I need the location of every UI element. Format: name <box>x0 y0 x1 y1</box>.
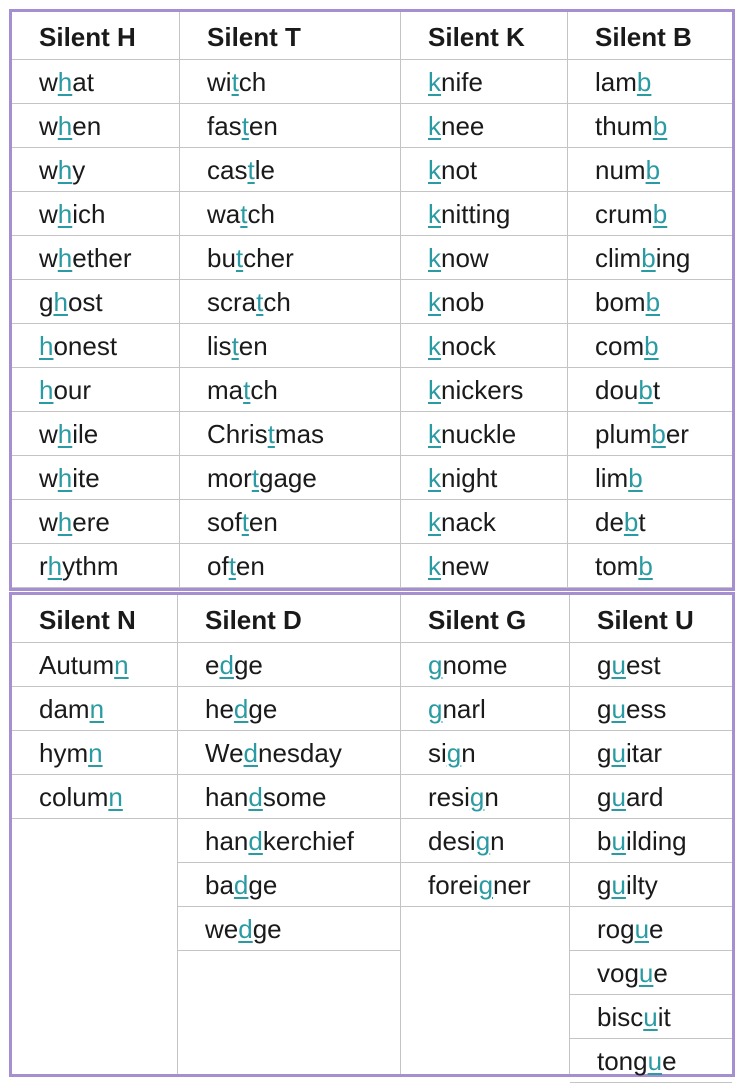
silent-letters-table-bottom <box>9 592 735 1077</box>
word-suffix: ilty <box>625 870 658 900</box>
silent-letter: n <box>88 738 103 768</box>
word-prefix: ba <box>205 870 234 900</box>
silent-letter: b <box>623 507 639 537</box>
word-prefix: mor <box>207 463 252 493</box>
word-cell <box>401 543 567 587</box>
silent-letter: t <box>231 67 239 97</box>
word-suffix: night <box>441 463 498 493</box>
word-cell <box>401 455 567 499</box>
word-suffix: en <box>72 111 102 141</box>
word-prefix: bu <box>207 243 236 273</box>
silent-letter: d <box>233 870 249 900</box>
word-suffix: ich <box>72 199 106 229</box>
silent-letter: h <box>57 507 73 537</box>
silent-letter: u <box>611 826 626 856</box>
silent-letter: u <box>638 958 654 988</box>
column-header: Silent G <box>428 605 527 635</box>
word-suffix: ge <box>248 870 278 900</box>
word-prefix: lam <box>595 67 637 97</box>
word-suffix: ythm <box>62 551 119 581</box>
word-prefix: wa <box>207 199 241 229</box>
word-prefix: thum <box>595 111 653 141</box>
silent-letter: t <box>235 243 244 273</box>
silent-letter: k <box>428 419 441 449</box>
word-cell <box>12 730 177 774</box>
word-suffix: nitting <box>441 199 511 229</box>
silent-letter: t <box>241 507 249 537</box>
word-suffix: nack <box>441 507 496 537</box>
silent-letter: u <box>643 1002 658 1032</box>
word-cell <box>180 323 400 367</box>
silent-letter: k <box>428 199 441 229</box>
word-cell <box>570 950 732 994</box>
word-suffix: ite <box>72 463 100 493</box>
word-prefix: he <box>205 694 234 724</box>
word-suffix: gage <box>259 463 317 493</box>
word-cell <box>178 906 400 950</box>
word-suffix: ch <box>238 67 267 97</box>
word-prefix: w <box>39 507 58 537</box>
word-prefix: We <box>205 738 244 768</box>
word-suffix: mas <box>274 419 325 449</box>
word-suffix: er <box>665 419 689 449</box>
silent-letter: n <box>108 782 123 812</box>
silent-letter: u <box>611 694 626 724</box>
silent-letter: h <box>39 331 54 361</box>
word-cell <box>570 774 732 818</box>
word-cell <box>401 323 567 367</box>
word-suffix: ess <box>625 694 667 724</box>
word-prefix: r <box>39 551 48 581</box>
word-prefix: com <box>595 331 645 361</box>
silent-letter: n <box>114 650 129 680</box>
word-prefix: de <box>595 507 624 537</box>
word-suffix: itar <box>625 738 663 768</box>
word-suffix: ere <box>72 507 110 537</box>
word-prefix: dam <box>39 694 90 724</box>
silent-letter: g <box>478 870 494 900</box>
silent-letter: d <box>219 650 234 680</box>
silent-letter: h <box>57 243 73 273</box>
silent-letter: k <box>428 155 441 185</box>
silent-letter: d <box>248 826 263 856</box>
word-cell <box>568 411 732 455</box>
silent-letter: b <box>652 111 668 141</box>
silent-letter: t <box>256 287 264 317</box>
silent-letter: k <box>428 243 441 273</box>
word-prefix: g <box>597 870 612 900</box>
silent-letter: k <box>428 331 441 361</box>
silent-letter: t <box>231 331 239 361</box>
word-cell <box>401 59 567 103</box>
word-cell <box>401 730 569 774</box>
column-header: Silent U <box>597 605 694 635</box>
word-cell <box>180 279 400 323</box>
word-cell <box>401 411 567 455</box>
word-suffix: nee <box>441 111 485 141</box>
word-prefix: dou <box>595 375 639 405</box>
silent-letter: b <box>651 419 666 449</box>
silent-letter: h <box>57 199 73 229</box>
word-cell <box>570 906 732 950</box>
silent-letter: g <box>475 826 491 856</box>
row-divider <box>180 587 400 588</box>
word-suffix: en <box>238 331 268 361</box>
word-suffix: ether <box>72 243 132 273</box>
silent-letter: g <box>428 650 443 680</box>
word-prefix: g <box>597 782 612 812</box>
word-cell <box>12 367 179 411</box>
table-columns <box>12 595 732 1074</box>
word-prefix: ma <box>207 375 244 405</box>
word-cell <box>180 411 400 455</box>
row-divider <box>568 587 732 588</box>
word-cell <box>12 774 177 818</box>
word-cell <box>12 543 179 587</box>
word-cell <box>570 818 732 862</box>
word-cell <box>180 103 400 147</box>
word-prefix: plum <box>595 419 652 449</box>
word-cell <box>12 411 179 455</box>
word-prefix: w <box>39 111 58 141</box>
word-suffix: ing <box>655 243 691 273</box>
silent-letter: b <box>636 67 652 97</box>
word-suffix: ile <box>72 419 99 449</box>
word-prefix: Chris <box>207 419 268 449</box>
word-cell <box>401 103 567 147</box>
word-prefix: bom <box>595 287 646 317</box>
word-suffix: ner <box>493 870 531 900</box>
word-cell <box>12 499 179 543</box>
word-suffix: e <box>649 914 664 944</box>
word-prefix: w <box>39 67 58 97</box>
word-suffix: est <box>625 650 661 680</box>
word-suffix: nuckle <box>441 419 517 449</box>
silent-letter: h <box>57 67 73 97</box>
word-prefix: g <box>597 694 612 724</box>
word-prefix: fas <box>207 111 242 141</box>
word-prefix: e <box>205 650 220 680</box>
silent-letter: d <box>248 782 263 812</box>
word-suffix: our <box>53 375 92 405</box>
word-suffix: not <box>441 155 478 185</box>
row-divider <box>401 906 569 907</box>
row-divider <box>401 587 567 588</box>
word-cell <box>570 642 732 686</box>
word-prefix: tom <box>595 551 639 581</box>
silent-letter: k <box>428 67 441 97</box>
word-cell <box>570 994 732 1038</box>
word-cell <box>568 147 732 191</box>
silent-letter: g <box>446 738 462 768</box>
word-prefix: g <box>597 738 612 768</box>
silent-letter: b <box>652 199 668 229</box>
silent-letter: b <box>644 331 659 361</box>
word-suffix: t <box>638 507 646 537</box>
word-prefix: colum <box>39 782 109 812</box>
silent-letter: b <box>628 463 643 493</box>
silent-letter: g <box>428 694 443 724</box>
word-suffix: nock <box>441 331 496 361</box>
word-cell <box>570 1038 732 1082</box>
column-header: Silent T <box>207 22 301 52</box>
word-cell <box>401 862 569 906</box>
word-cell <box>178 686 400 730</box>
word-prefix: desi <box>428 826 476 856</box>
word-cell <box>180 455 400 499</box>
word-prefix: bisc <box>597 1002 644 1032</box>
word-suffix: nife <box>441 67 483 97</box>
column-silent-d <box>177 595 400 1074</box>
silent-letter: b <box>641 243 656 273</box>
word-suffix: e <box>653 958 668 988</box>
silent-letter: k <box>428 551 441 581</box>
word-prefix: han <box>205 782 249 812</box>
silent-letter: u <box>611 782 626 812</box>
silent-letter: n <box>89 694 105 724</box>
silent-letter: b <box>645 287 661 317</box>
word-suffix: ge <box>233 650 263 680</box>
word-cell <box>568 103 732 147</box>
word-cell <box>180 147 400 191</box>
word-prefix: b <box>597 826 612 856</box>
word-cell <box>568 543 732 587</box>
word-suffix: en <box>248 111 278 141</box>
silent-letter: k <box>428 463 441 493</box>
silent-letter: h <box>57 155 73 185</box>
word-cell <box>401 642 569 686</box>
word-cell <box>401 499 567 543</box>
silent-letter: k <box>428 375 441 405</box>
row-divider <box>178 950 400 951</box>
column-silent-g <box>400 595 569 1074</box>
silent-letters-table-top <box>9 9 735 591</box>
column-header: Silent N <box>39 605 136 635</box>
word-cell <box>12 147 179 191</box>
word-suffix: ch <box>247 199 275 229</box>
silent-letter: k <box>428 507 441 537</box>
silent-letter: t <box>228 551 236 581</box>
silent-letter: t <box>251 463 260 493</box>
word-prefix: g <box>597 650 612 680</box>
column-silent-n <box>12 595 177 1074</box>
word-suffix: some <box>262 782 327 812</box>
word-suffix: t <box>652 375 661 405</box>
word-suffix: nob <box>441 287 485 317</box>
silent-letter: u <box>611 870 626 900</box>
silent-letter: b <box>638 551 653 581</box>
silent-letter: h <box>57 111 73 141</box>
word-cell <box>12 103 179 147</box>
word-suffix: now <box>441 243 489 273</box>
word-cell <box>568 367 732 411</box>
word-suffix: en <box>235 551 265 581</box>
column-silent-b <box>567 12 732 588</box>
silent-letter: t <box>243 375 251 405</box>
column-silent-t <box>179 12 400 588</box>
word-cell <box>12 642 177 686</box>
word-prefix: lim <box>595 463 629 493</box>
column-silent-h <box>12 12 179 588</box>
word-suffix: ard <box>625 782 664 812</box>
word-prefix: w <box>39 463 58 493</box>
word-prefix: han <box>205 826 249 856</box>
row-divider <box>12 818 177 819</box>
word-suffix: n <box>484 782 499 812</box>
silent-letter: d <box>233 694 249 724</box>
word-cell <box>401 191 567 235</box>
word-cell <box>180 499 400 543</box>
column-silent-k <box>400 12 567 588</box>
word-cell <box>178 818 400 862</box>
word-prefix: w <box>39 199 58 229</box>
word-cell <box>12 191 179 235</box>
word-cell <box>178 862 400 906</box>
word-prefix: wi <box>207 67 232 97</box>
word-cell <box>401 774 569 818</box>
word-suffix: at <box>72 67 94 97</box>
column-header: Silent B <box>595 22 692 52</box>
word-cell <box>12 59 179 103</box>
word-cell <box>401 367 567 411</box>
word-prefix: num <box>595 155 646 185</box>
word-suffix: kerchief <box>262 826 354 856</box>
word-prefix: g <box>39 287 54 317</box>
word-cell <box>568 279 732 323</box>
silent-letter: h <box>47 551 63 581</box>
silent-letter: h <box>57 419 73 449</box>
word-cell <box>178 730 400 774</box>
word-cell <box>12 686 177 730</box>
silent-letter: k <box>428 111 441 141</box>
silent-letter: u <box>611 650 626 680</box>
word-suffix: le <box>254 155 275 185</box>
word-cell <box>568 191 732 235</box>
word-cell <box>570 686 732 730</box>
word-prefix: clim <box>595 243 642 273</box>
word-prefix: of <box>207 551 229 581</box>
word-cell <box>180 59 400 103</box>
word-prefix: w <box>39 419 58 449</box>
word-prefix: we <box>205 914 239 944</box>
word-suffix: nesday <box>258 738 342 768</box>
silent-letter: g <box>469 782 485 812</box>
word-suffix: it <box>657 1002 671 1032</box>
silent-letter: t <box>240 199 248 229</box>
silent-letter: h <box>39 375 54 405</box>
word-prefix: sof <box>207 507 242 537</box>
word-cell <box>401 235 567 279</box>
silent-letter: t <box>247 155 255 185</box>
word-cell <box>180 191 400 235</box>
word-suffix: en <box>248 507 278 537</box>
word-prefix: lis <box>207 331 232 361</box>
word-prefix: vog <box>597 958 639 988</box>
word-cell <box>180 235 400 279</box>
silent-letter: t <box>241 111 249 141</box>
silent-letter: k <box>428 287 441 317</box>
word-prefix: Autum <box>39 650 115 680</box>
word-suffix: onest <box>53 331 118 361</box>
table-columns <box>12 12 732 588</box>
word-cell <box>12 455 179 499</box>
silent-letter: t <box>267 419 275 449</box>
word-cell <box>568 323 732 367</box>
word-cell <box>401 279 567 323</box>
word-cell <box>568 59 732 103</box>
column-header: Silent K <box>428 22 525 52</box>
word-suffix: ch <box>263 287 291 317</box>
column-header: Silent D <box>205 605 302 635</box>
word-cell <box>401 147 567 191</box>
word-cell <box>178 774 400 818</box>
silent-letter: u <box>611 738 626 768</box>
silent-letter: b <box>638 375 653 405</box>
word-suffix: new <box>441 551 489 581</box>
word-prefix: w <box>39 155 58 185</box>
word-suffix: ge <box>252 914 282 944</box>
word-cell <box>12 235 179 279</box>
word-prefix: si <box>428 738 447 768</box>
word-suffix: nickers <box>441 375 524 405</box>
word-cell <box>178 642 400 686</box>
word-cell <box>568 499 732 543</box>
word-prefix: hym <box>39 738 89 768</box>
word-suffix: ost <box>67 287 103 317</box>
word-cell <box>570 862 732 906</box>
word-prefix: forei <box>428 870 479 900</box>
word-prefix: tong <box>597 1046 648 1076</box>
word-suffix: n <box>490 826 505 856</box>
word-suffix: n <box>461 738 476 768</box>
word-cell <box>568 235 732 279</box>
word-suffix: y <box>72 155 86 185</box>
word-cell <box>180 367 400 411</box>
word-suffix: ilding <box>625 826 687 856</box>
word-cell <box>12 323 179 367</box>
column-header: Silent H <box>39 22 136 52</box>
word-prefix: resi <box>428 782 470 812</box>
word-cell <box>12 279 179 323</box>
column-silent-u <box>569 595 732 1074</box>
silent-letter: d <box>243 738 258 768</box>
silent-letter: d <box>238 914 253 944</box>
silent-letter: u <box>634 914 650 944</box>
silent-letter: b <box>645 155 661 185</box>
row-divider <box>12 587 179 588</box>
silent-letter: h <box>53 287 68 317</box>
word-prefix: rog <box>597 914 635 944</box>
silent-letter: h <box>57 463 73 493</box>
word-prefix: cas <box>207 155 248 185</box>
word-prefix: scra <box>207 287 257 317</box>
word-suffix: ge <box>248 694 278 724</box>
silent-letter: u <box>647 1046 663 1076</box>
word-cell <box>401 818 569 862</box>
word-suffix: cher <box>243 243 294 273</box>
word-suffix: e <box>662 1046 677 1076</box>
word-suffix: ch <box>250 375 278 405</box>
word-suffix: narl <box>442 694 486 724</box>
word-suffix: nome <box>442 650 508 680</box>
word-cell <box>570 730 732 774</box>
word-cell <box>568 455 732 499</box>
word-prefix: crum <box>595 199 653 229</box>
word-cell <box>180 543 400 587</box>
word-cell <box>401 686 569 730</box>
word-prefix: w <box>39 243 58 273</box>
